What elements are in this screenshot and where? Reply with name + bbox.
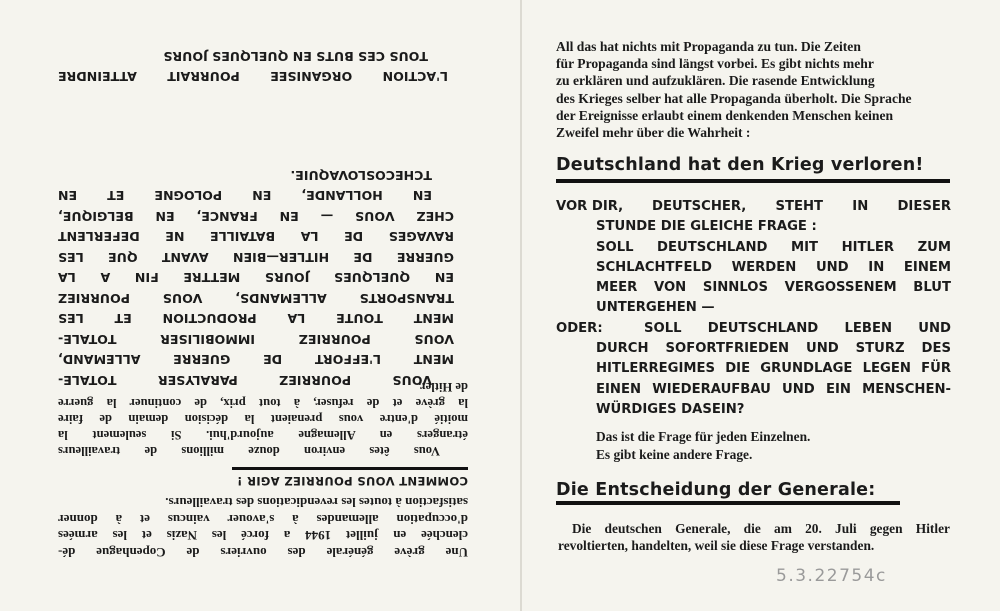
french-caps-line: MENT TOUTE LA PRODUCTION ET LES <box>58 311 454 327</box>
french-body-line: Vous êtes environ douze millions de travailleurs <box>58 444 440 458</box>
generale-paragraph <box>558 520 950 554</box>
french-caps-line: TCHECOSLOVAQUIE. <box>290 168 432 183</box>
vor-dir-line: UNTERGEHEN — <box>596 300 715 316</box>
french-greve-line: satisfaction à toutes les revendications des travailleurs. <box>165 495 468 511</box>
french-caps-line: EN HOLLANDE, EN POLOGNE ET EN <box>58 188 432 204</box>
french-final-line: L'ACTION ORGANISEE POURRAIT ATTEINDRE <box>58 69 448 84</box>
french-body-paragraph <box>58 378 468 458</box>
french-caps-line: MENT L'EFFORT DE GUERRE ALLEMAND, <box>58 352 454 368</box>
headline-krieg-verloren: Deutschland hat den Krieg verloren! <box>556 155 924 175</box>
vor-dir-line: SOLL DEUTSCHLAND MIT HITLER ZUM <box>596 239 951 255</box>
oder-line: SOLL DEUTSCHLAND LEBEN UND <box>644 320 951 336</box>
german-intro-line: All das hat nichts mit Propaganda zu tun. Die Zeiten <box>556 39 861 54</box>
german-intro-paragraph <box>556 38 951 141</box>
french-final-paragraph <box>58 46 468 86</box>
german-intro-line: für Propaganda sind längst vorbei. Es gibt nichts mehr <box>556 56 874 72</box>
german-intro-line: der Ereignisse erlaubt einem denkenden Menschen keinen <box>556 107 894 123</box>
fold-line <box>520 0 522 611</box>
vor-dir-line: SCHLACHTFELD WERDEN UND IN EINEM <box>596 259 951 275</box>
french-heading-rule <box>232 467 468 470</box>
french-greve-line: clenchée en juillet 1944 a forcé les Nazis et les armées <box>58 528 468 544</box>
archive-number: 5.3.22754c <box>776 566 887 586</box>
oder-line: WÜRDIGES DASEIN? <box>596 401 745 417</box>
oder-line: DURCH SOFORTFRIEDEN UND STURZ DES <box>596 341 951 357</box>
vor-dir-line: STUNDE DIE GLEICHE FRAGE : <box>596 219 817 235</box>
french-greve-line: Une grève générale des ouvriers de Copenhague dé- <box>58 545 468 560</box>
french-body-line: de Hitler, <box>418 380 468 395</box>
french-caps-line: EN QUELQUES JOURS METTRE FIN A LA <box>58 270 454 286</box>
vor-dir-line: DEUTSCHER, STEHT IN DIESER <box>652 199 951 214</box>
french-caps-paragraph <box>58 165 454 391</box>
german-intro-line: des Krieges selber hat alle Propaganda überholt. Die Sprache <box>556 90 912 106</box>
german-intro-line: Zweifel mehr über die Wahrheit : <box>556 125 751 141</box>
french-caps-line: CHEZ VOUS — EN FRANCE, EN BELGIQUE, <box>58 209 454 224</box>
oder-label: ODER: <box>556 320 603 336</box>
headline-rule <box>556 179 950 183</box>
closing-line: Es gibt keine andere Frage. <box>596 446 753 462</box>
french-caps-line: VOUS POURRIEZ IMMOBILISER TOTALE- <box>58 332 454 347</box>
french-greve-paragraph <box>58 494 468 560</box>
headline2-rule <box>556 501 900 505</box>
french-caps-line: TRANSPORTS ALLEMANDS, VOUS POURRIEZ <box>58 291 454 306</box>
french-final-line: TOUS CES BUTS EN QUELQUES JOURS <box>163 49 428 64</box>
oder-line: HITLERREGIMES DIE GRUNDLAGE LEGEN FÜR <box>596 361 951 377</box>
french-caps-line: GUERRE DE HITLER—BIEN AVANT QUE LES <box>58 250 454 265</box>
generale-line: revoltierten, handelten, weil sie diese Frage verstanden. <box>558 538 875 553</box>
generale-line: Die deutschen Generale, die am 20. Juli gegen Hitler <box>572 521 950 536</box>
french-body-line: moitié d'entre vous prenaient la décision demain de faire <box>58 412 468 427</box>
closing-statement <box>596 428 896 463</box>
french-column-inverted <box>56 40 476 560</box>
german-intro-line: zu erklären und aufzuklären. Die rasende Entwicklung <box>556 73 875 89</box>
french-body-line: étrangers en Allemagne aujourd'hui. Si seulement la <box>58 428 468 443</box>
french-caps-line: RAVAGES DE LA BATAILLE NE DEFERLENT <box>58 229 454 245</box>
question-block <box>556 197 951 417</box>
french-greve-line: d'occupation allemandes à s'avouer vaincus et à donner <box>58 512 468 527</box>
french-heading: COMMENT VOUS POURRIEZ AGIR ! <box>236 474 468 488</box>
french-body-line: la grève et de refuser, à tout prix, de continuer la guerre <box>58 396 468 411</box>
headline-entscheidung: Die Entscheidung der Generale: <box>556 480 876 500</box>
french-caps-line: VOUS POURRIEZ PARALYSER TOTALE- <box>58 373 432 388</box>
vor-dir-line: MEER VON SINNLOS VERGOSSENEM BLUT <box>596 280 951 296</box>
vor-dir-row: VOR DIR, <box>556 199 624 214</box>
closing-line: Das ist die Frage für jeden Einzelnen. <box>596 429 811 444</box>
oder-line: EINEN WIEDERAUFBAU UND EIN MENSCHEN- <box>596 381 951 397</box>
